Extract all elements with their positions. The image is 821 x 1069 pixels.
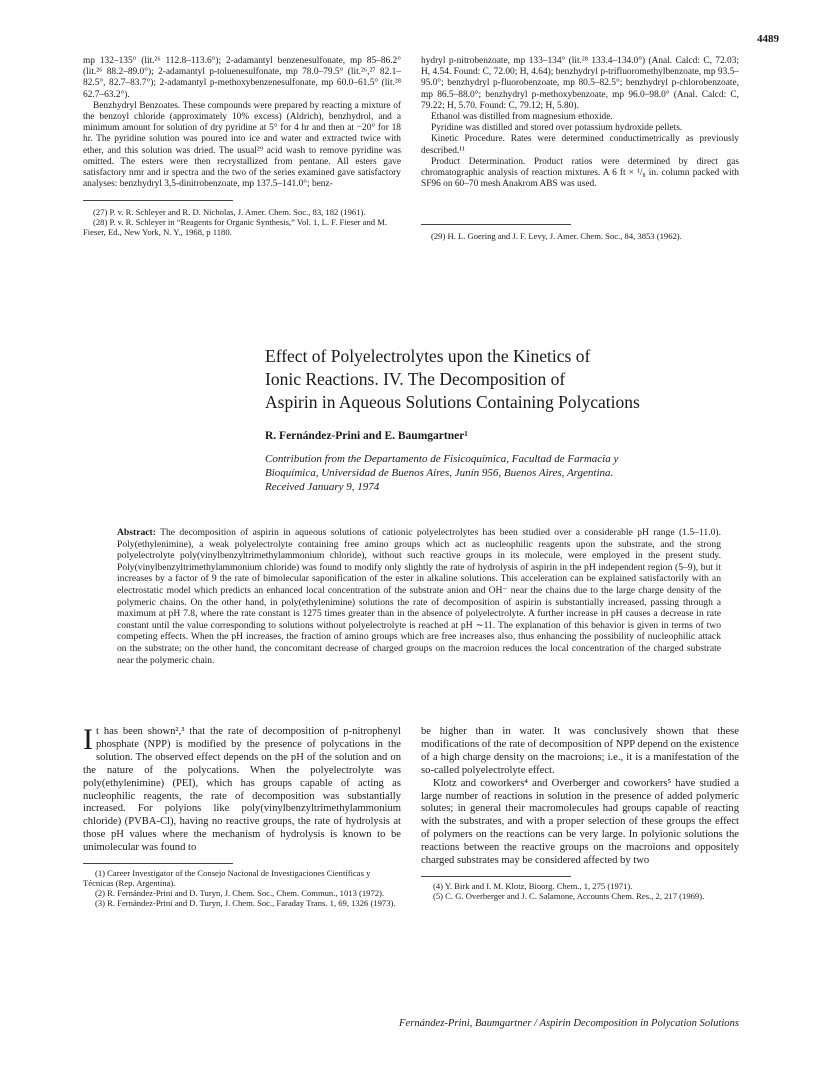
body-paragraph: be higher than in water. It was conclusively shown that these modifications of the rate of decomposition of NPP depend on the existence of a high charge density on the macroions; i.e., it is a manifestation of the so-called polyelectrolyte effect. <box>421 726 739 776</box>
affiliation-line: Contribution from the Departamento de Fisicoquímica, Facultad de Farmacia y <box>265 453 619 465</box>
affiliation-line: Bioquímica, Universidad de Buenos Aires, Junín 956, Buenos Aires, Argentina. <box>265 467 614 479</box>
footnote-rule <box>83 863 233 864</box>
authors: R. Fernández-Prini and E. Baumgartner¹ <box>265 430 468 442</box>
top-left-paragraph: mp 132–135° (lit.²⁶ 112.8–113.6°); 2-adamantyl benzenesulfonate, mp 85–86.2° (lit.²⁶ 88.2–89.0°); 2-adamantyl p-toluenesulfonate, mp 78.0–79.5° (lit.²⁶,²⁷ 82.1–82.5°, 82.7–83.7°); 2-adamantyl p-methoxybenzenesulfonate, mp 60.0–61.5° (lit.²⁸ 62.7–63.2°). <box>83 56 401 100</box>
body-paragraph <box>83 723 401 855</box>
top-right-paragraph: Kinetic Procedure. Rates were determined conductimetrically as previously described.¹¹ <box>421 134 739 156</box>
footnote: (1) Career Investigator of the Consejo Nacional de Investigaciones Científicas y Técnicas (Rep. Argentina). <box>83 868 371 889</box>
footnote-rule <box>421 876 571 877</box>
received-date: Received January 9, 1974 <box>265 481 380 493</box>
footnote-rule <box>421 224 571 225</box>
footnote: (27) P. v. R. Schleyer and R. D. Nicholas, J. Amer. Chem. Soc., 83, 182 (1961). <box>93 207 366 218</box>
footnote: (4) Y. Birk and I. M. Klotz, Bioorg. Chem., 1, 275 (1971). <box>433 880 633 891</box>
footnote: (29) H. L. Goering and J. F. Levy, J. Amer. Chem. Soc., 84, 3853 (1962). <box>431 231 682 242</box>
title-line: Ionic Reactions. IV. The Decomposition of <box>265 369 566 389</box>
top-right-paragraph: Product Determination. Product ratios were determined by direct gas chromatographic analysis of reaction mixtures. A 6 ft × ¹/₈ in. column packed with SF96 on 60–70 mesh Anakrom ABS was used. <box>421 156 739 190</box>
abstract-text: The decomposition of aspirin in aqueous solutions of cationic polyelectrolytes has been studied over a considerable pH range (1.5–11.0). Poly(ethylenimine), a weak polyelectrolyte containing free amino groups which act as nucleophilic reagents upon the substrate, and the strong polyelectrolyte poly(vinylbenzyltrimethylammonium chloride), without such reactive groups in its molecule, were employed in the present study. Poly(vinylbenzyltrimethylammonium chloride) was found to modify only slightly the rate of hydrolysis of aspirin in the pH independent region (5–9), but it increases by a factor of 9 the rate of bimolecular saponification of the ester in alkaline solutions. This acceleration can be explained satisfactorily with an electrostatic model which predicts an enhanced local concentration of the substrate anion and OH⁻ near the chains due to the large charge density of the polymeric chains. On the other hand, in poly(ethylenimine) solutions the rate of decomposition of aspirin is substantially increased, passing through a maximum at pH 7.8, where the rate constant is 1275 times greater than in the absence of polyelectrolyte. A further increase in pH causes a decrease in rate constant until the value corresponding to solutions without polyelectrolyte is reached at pH ∼11. The explanation of this behavior is given in terms of two competing effects. When the pH increases, the fraction of amino groups which are free increases also, thus enhancing the possibility of nucleophilic attack on the substrate; on the other hand, the concomitant decrease of charged groups on the macroion reduces the local concentration of the charged substrate near the polymeric chain. <box>117 527 721 666</box>
top-left-paragraph: Benzhydryl Benzoates. These compounds were prepared by reacting a mixture of the benzoyl chloride (approximately 10% excess) (Aldrich), benzhydrol, and a minimum amount for solution of dry pyridine at 5° for 4 hr and then at −20° for 18 hr. The pyridine solution was poured into ice and water and extracted twice with ether, and this solution was dried. The usual²⁹ acid wash to remove pyridine was omitted. The esters were then recrystallized from pentane. All esters gave satisfactory nmr and ir spectra and the two of the series examined gave satisfactory analyses: benzhydryl 3,5-dinitrobenzoate, mp 137.5–141.0°; benz- <box>83 100 401 190</box>
top-left-column <box>83 56 401 237</box>
abstract <box>117 527 721 666</box>
title-line: Aspirin in Aqueous Solutions Containing Polycations <box>265 392 640 412</box>
footnote: (2) R. Fernández-Prini and D. Turyn, J. Chem. Soc., Chem. Commun., 1013 (1972). <box>95 888 385 899</box>
top-right-paragraph: hydryl p-nitrobenzoate, mp 133–134° (lit.²⁸ 133.4–134.0°) (Anal. Calcd: C, 72.03; H, 4.54. Found: C, 72.00; H, 4.64); benzhydryl p-trifluoromethylbenzoate, mp 93.5–95.0°; benzhydryl p-fluorobenzoate, mp 80.5–82.5°; benzhydryl p-chlorobenzoate, mp 86.5–88.0°; benzhydryl p-methoxybenzoate, mp 96.0–98.0° (Anal. Calcd: C, 79.22; H, 5.70. Found: C, 79.12; H, 5.80). <box>421 56 739 111</box>
top-right-paragraph: Ethanol was distilled from magnesium ethoxide. <box>431 112 613 123</box>
footnote: (28) P. v. R. Schleyer in “Reagents for Organic Synthesis,” Vol. 1, L. F. Fieser and M. Fieser, Ed., New York, N. Y., 1968, p 1180. <box>83 217 388 238</box>
body-paragraph: Klotz and coworkers⁴ and Overberger and coworkers⁵ have studied a large number of reactions in solution in the presence of added polymeric solutes; in general their macromolecules had groups capable of reacting with the substrates, and with a proper selection of these groups the effect of polymers on the reactions can be very large. In polyionic solutions the reactions between the reactive groups on the macroions and oppositely charged substrates may be considered affected by two <box>421 777 739 867</box>
article-title <box>265 345 745 414</box>
top-right-column <box>421 56 739 241</box>
footnote: (5) C. G. Overberger and J. C. Salamone, Accounts Chem. Res., 2, 217 (1969). <box>433 890 705 901</box>
running-footer: Fernández-Prini, Baumgartner / Aspirin Decomposition in Polycation Solutions <box>399 1018 739 1029</box>
abstract-label: Abstract: <box>117 527 156 538</box>
top-right-paragraph: Pyridine was distilled and stored over potassium hydroxide pellets. <box>431 123 683 134</box>
page-number: 4489 <box>757 33 779 45</box>
drop-cap: I <box>83 723 93 756</box>
footnote-rule <box>83 200 233 201</box>
body-paragraph-text: t has been shown²,³ that the rate of decomposition of p-nitrophenyl phosphate (NPP) is modified by the presence of polycations in the solution. The observed effect depends on the pH of the solution and on the nature of the polycations. When the polyelectrolyte was poly(ethylenimine) (PEI), which has groups capable of acting as nucleophilic reagents, the rate of decomposition was substantially increased. For polyions like poly(vinylbenzyltrimethylammonium chloride) (PVBA-Cl), having no reactive groups, the rate of hydrolysis at those pH values where the mechanism of hydrolysis is known to be unimolecular was found to <box>83 726 401 854</box>
body-right-column <box>421 726 739 901</box>
title-line: Effect of Polyelectrolytes upon the Kinetics of <box>265 346 591 366</box>
affiliation <box>265 452 755 494</box>
footnote: (3) R. Fernández-Prini and D. Turyn, J. Chem. Soc., Faraday Trans. 1, 69, 1326 (1973). <box>95 898 396 909</box>
body-left-column <box>83 723 401 909</box>
